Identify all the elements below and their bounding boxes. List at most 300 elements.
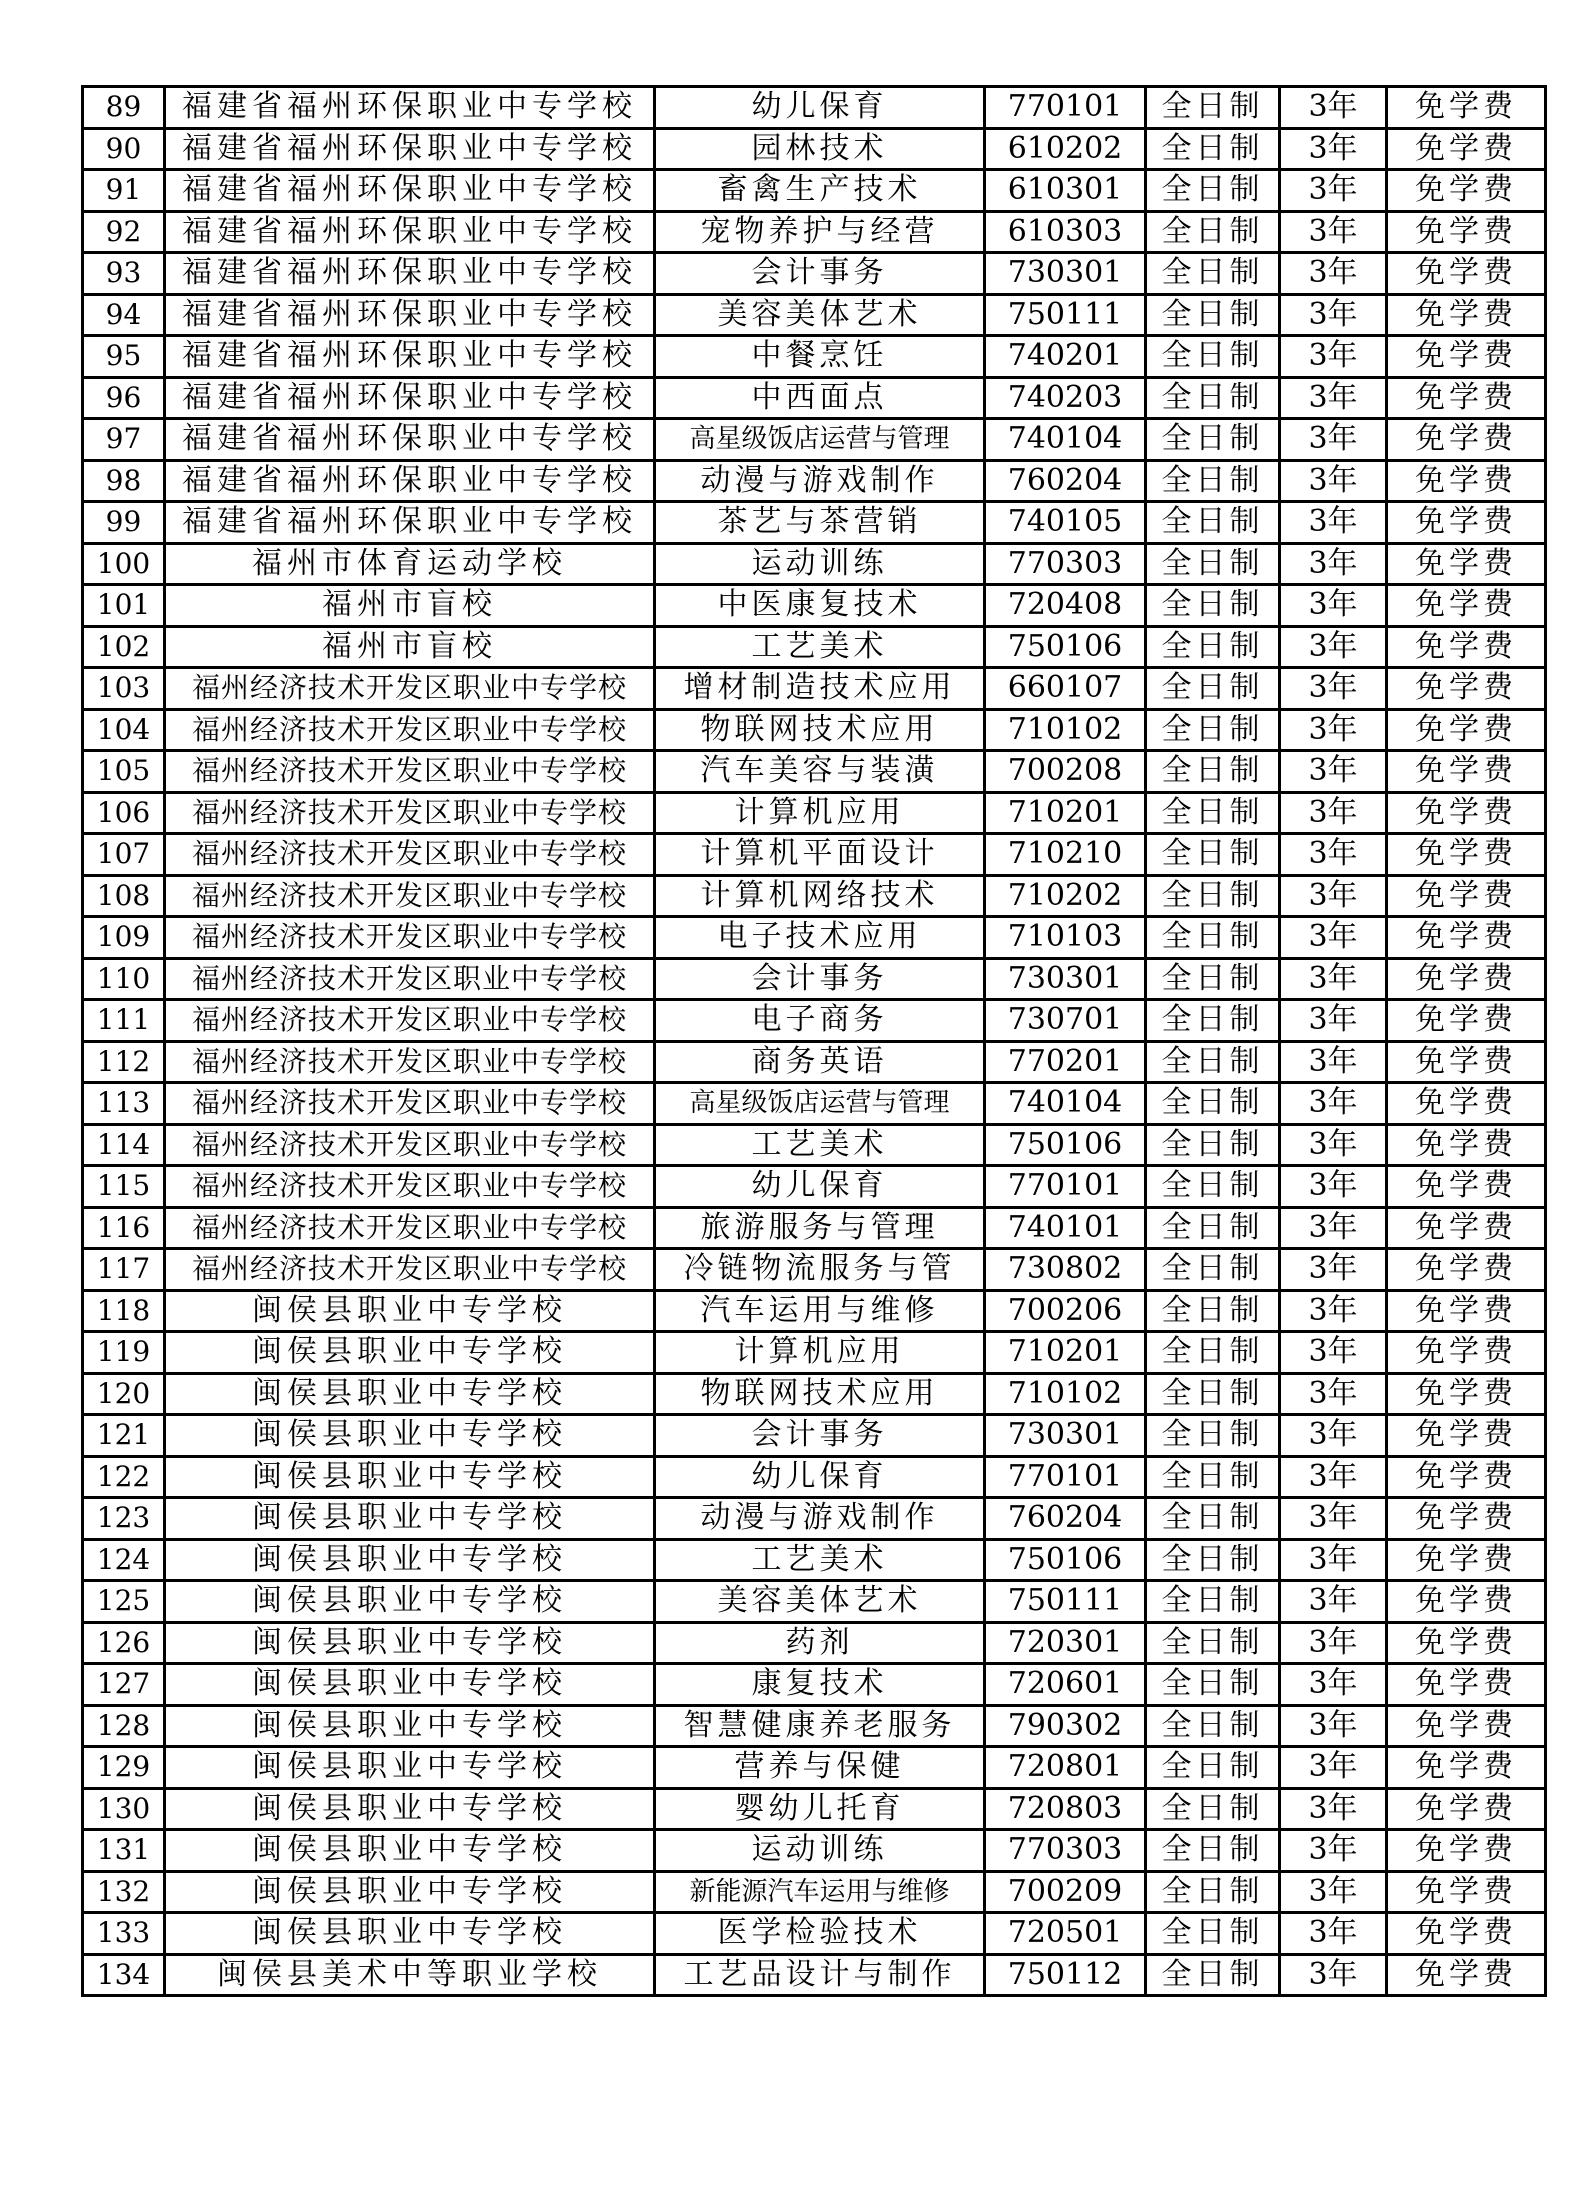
school-name-cell: 闽侯县职业中专学校 (165, 1539, 655, 1581)
school-name-cell: 福州经济技术开发区职业中专学校 (165, 917, 655, 959)
study-mode-cell: 全日制 (1146, 502, 1280, 544)
school-name-cell: 福州经济技术开发区职业中专学校 (165, 1000, 655, 1042)
school-name-cell: 闽侯县职业中专学校 (165, 1705, 655, 1747)
table-row (83, 1041, 1546, 1083)
row-number-cell: 117 (83, 1249, 165, 1291)
major-name-cell: 茶艺与茶营销 (655, 502, 985, 544)
tuition-cell: 免学费 (1387, 419, 1546, 461)
tuition-cell: 免学费 (1387, 377, 1546, 419)
row-number-cell: 96 (83, 377, 165, 419)
school-name-cell: 福州经济技术开发区职业中专学校 (165, 1124, 655, 1166)
school-name-cell: 闽侯县职业中专学校 (165, 1913, 655, 1955)
major-name-cell: 园林技术 (655, 128, 985, 170)
school-name-cell: 福州市盲校 (165, 585, 655, 627)
row-number-cell: 120 (83, 1373, 165, 1415)
study-mode-cell: 全日制 (1146, 1830, 1280, 1872)
tuition-cell: 免学费 (1387, 1000, 1546, 1042)
school-name-cell: 闽侯县职业中专学校 (165, 1747, 655, 1789)
study-mode-cell: 全日制 (1146, 1415, 1280, 1457)
duration-cell: 3年 (1280, 1332, 1387, 1374)
tuition-cell: 免学费 (1387, 1041, 1546, 1083)
tuition-cell: 免学费 (1387, 1830, 1546, 1872)
tuition-cell: 免学费 (1387, 253, 1546, 295)
table-row (83, 1664, 1546, 1706)
table-row (83, 87, 1546, 129)
table-row (83, 1788, 1546, 1830)
table-row (83, 1539, 1546, 1581)
duration-cell: 3年 (1280, 626, 1387, 668)
study-mode-cell: 全日制 (1146, 1041, 1280, 1083)
study-mode-cell: 全日制 (1146, 87, 1280, 129)
school-name-cell: 福州市体育运动学校 (165, 543, 655, 585)
tuition-cell: 免学费 (1387, 336, 1546, 378)
tuition-cell: 免学费 (1387, 1249, 1546, 1291)
study-mode-cell: 全日制 (1146, 1871, 1280, 1913)
row-number-cell: 110 (83, 958, 165, 1000)
major-code-cell: 770303 (985, 1830, 1146, 1872)
major-code-cell: 720803 (985, 1788, 1146, 1830)
duration-cell: 3年 (1280, 1830, 1387, 1872)
row-number-cell: 119 (83, 1332, 165, 1374)
tuition-cell: 免学费 (1387, 128, 1546, 170)
table-row (83, 1871, 1546, 1913)
tuition-cell: 免学费 (1387, 626, 1546, 668)
row-number-cell: 114 (83, 1124, 165, 1166)
major-code-cell: 750111 (985, 1581, 1146, 1623)
major-name-cell: 宠物养护与经营 (655, 211, 985, 253)
major-name-cell: 中医康复技术 (655, 585, 985, 627)
table-row (83, 1415, 1546, 1457)
tuition-cell: 免学费 (1387, 834, 1546, 876)
duration-cell: 3年 (1280, 1083, 1387, 1125)
major-name-cell: 工艺品设计与制作 (655, 1954, 985, 1996)
table-row (83, 460, 1546, 502)
tuition-cell: 免学费 (1387, 709, 1546, 751)
row-number-cell: 131 (83, 1830, 165, 1872)
table-row (83, 1913, 1546, 1955)
tuition-cell: 免学费 (1387, 1871, 1546, 1913)
duration-cell: 3年 (1280, 834, 1387, 876)
major-code-cell: 740104 (985, 1083, 1146, 1125)
duration-cell: 3年 (1280, 1498, 1387, 1540)
major-code-cell: 750106 (985, 1539, 1146, 1581)
study-mode-cell: 全日制 (1146, 585, 1280, 627)
row-number-cell: 90 (83, 128, 165, 170)
school-name-cell: 福州经济技术开发区职业中专学校 (165, 709, 655, 751)
duration-cell: 3年 (1280, 1207, 1387, 1249)
major-code-cell: 720408 (985, 585, 1146, 627)
duration-cell: 3年 (1280, 460, 1387, 502)
school-name-cell: 闽侯县职业中专学校 (165, 1290, 655, 1332)
tuition-cell: 免学费 (1387, 1332, 1546, 1374)
major-code-cell: 740105 (985, 502, 1146, 544)
study-mode-cell: 全日制 (1146, 1788, 1280, 1830)
table-row (83, 585, 1546, 627)
duration-cell: 3年 (1280, 917, 1387, 959)
school-name-cell: 闽侯县职业中专学校 (165, 1581, 655, 1623)
school-name-cell: 闽侯县职业中专学校 (165, 1664, 655, 1706)
major-code-cell: 750106 (985, 626, 1146, 668)
major-name-cell: 冷链物流服务与管 (655, 1249, 985, 1291)
tuition-cell: 免学费 (1387, 585, 1546, 627)
study-mode-cell: 全日制 (1146, 709, 1280, 751)
tuition-cell: 免学费 (1387, 875, 1546, 917)
tuition-cell: 免学费 (1387, 211, 1546, 253)
school-name-cell: 福州经济技术开发区职业中专学校 (165, 792, 655, 834)
table-row (83, 1581, 1546, 1623)
row-number-cell: 100 (83, 543, 165, 585)
duration-cell: 3年 (1280, 1415, 1387, 1457)
row-number-cell: 127 (83, 1664, 165, 1706)
table-row (83, 792, 1546, 834)
tuition-cell: 免学费 (1387, 502, 1546, 544)
duration-cell: 3年 (1280, 1871, 1387, 1913)
duration-cell: 3年 (1280, 1041, 1387, 1083)
major-code-cell: 710103 (985, 917, 1146, 959)
major-code-cell: 710210 (985, 834, 1146, 876)
duration-cell: 3年 (1280, 336, 1387, 378)
school-name-cell: 福州经济技术开发区职业中专学校 (165, 668, 655, 710)
row-number-cell: 116 (83, 1207, 165, 1249)
tuition-cell: 免学费 (1387, 1539, 1546, 1581)
major-code-cell: 710102 (985, 709, 1146, 751)
major-name-cell: 美容美体艺术 (655, 294, 985, 336)
row-number-cell: 102 (83, 626, 165, 668)
row-number-cell: 134 (83, 1954, 165, 1996)
major-name-cell: 物联网技术应用 (655, 709, 985, 751)
table-body (83, 87, 1546, 1996)
row-number-cell: 91 (83, 170, 165, 212)
major-name-cell: 康复技术 (655, 1664, 985, 1706)
major-name-cell: 计算机网络技术 (655, 875, 985, 917)
major-code-cell: 710201 (985, 1332, 1146, 1374)
row-number-cell: 124 (83, 1539, 165, 1581)
tuition-cell: 免学费 (1387, 917, 1546, 959)
major-name-cell: 计算机应用 (655, 792, 985, 834)
table-row (83, 958, 1546, 1000)
study-mode-cell: 全日制 (1146, 1207, 1280, 1249)
major-name-cell: 幼儿保育 (655, 1166, 985, 1208)
row-number-cell: 126 (83, 1622, 165, 1664)
school-name-cell: 闽侯县美术中等职业学校 (165, 1954, 655, 1996)
school-name-cell: 福建省福州环保职业中专学校 (165, 87, 655, 129)
major-name-cell: 运动训练 (655, 1830, 985, 1872)
row-number-cell: 133 (83, 1913, 165, 1955)
major-name-cell: 汽车美容与装潢 (655, 751, 985, 793)
duration-cell: 3年 (1280, 1124, 1387, 1166)
major-name-cell: 汽车运用与维修 (655, 1290, 985, 1332)
major-name-cell: 高星级饭店运营与管理 (655, 1083, 985, 1125)
major-name-cell: 幼儿保育 (655, 87, 985, 129)
table-row (83, 211, 1546, 253)
duration-cell: 3年 (1280, 502, 1387, 544)
study-mode-cell: 全日制 (1146, 377, 1280, 419)
table-row (83, 1207, 1546, 1249)
major-code-cell: 610303 (985, 211, 1146, 253)
study-mode-cell: 全日制 (1146, 1581, 1280, 1623)
row-number-cell: 111 (83, 1000, 165, 1042)
duration-cell: 3年 (1280, 419, 1387, 461)
table-row (83, 1622, 1546, 1664)
table-row (83, 917, 1546, 959)
school-name-cell: 福州经济技术开发区职业中专学校 (165, 834, 655, 876)
row-number-cell: 106 (83, 792, 165, 834)
duration-cell: 3年 (1280, 958, 1387, 1000)
row-number-cell: 128 (83, 1705, 165, 1747)
study-mode-cell: 全日制 (1146, 792, 1280, 834)
table-row (83, 419, 1546, 461)
row-number-cell: 121 (83, 1415, 165, 1457)
table-row (83, 253, 1546, 295)
table-row (83, 875, 1546, 917)
table-row (83, 1332, 1546, 1374)
row-number-cell: 97 (83, 419, 165, 461)
tuition-cell: 免学费 (1387, 1207, 1546, 1249)
duration-cell: 3年 (1280, 170, 1387, 212)
row-number-cell: 122 (83, 1456, 165, 1498)
duration-cell: 3年 (1280, 87, 1387, 129)
school-name-cell: 闽侯县职业中专学校 (165, 1332, 655, 1374)
major-name-cell: 会计事务 (655, 958, 985, 1000)
duration-cell: 3年 (1280, 1581, 1387, 1623)
major-name-cell: 幼儿保育 (655, 1456, 985, 1498)
study-mode-cell: 全日制 (1146, 958, 1280, 1000)
school-name-cell: 福州经济技术开发区职业中专学校 (165, 1166, 655, 1208)
study-mode-cell: 全日制 (1146, 294, 1280, 336)
row-number-cell: 95 (83, 336, 165, 378)
major-code-cell: 710201 (985, 792, 1146, 834)
major-code-cell: 720501 (985, 1913, 1146, 1955)
school-name-cell: 闽侯县职业中专学校 (165, 1498, 655, 1540)
major-name-cell: 医学检验技术 (655, 1913, 985, 1955)
row-number-cell: 118 (83, 1290, 165, 1332)
tuition-cell: 免学费 (1387, 792, 1546, 834)
table-row (83, 1954, 1546, 1996)
table-row (83, 543, 1546, 585)
table-row (83, 502, 1546, 544)
table-row (83, 1290, 1546, 1332)
major-code-cell: 730301 (985, 958, 1146, 1000)
major-name-cell: 计算机平面设计 (655, 834, 985, 876)
major-name-cell: 增材制造技术应用 (655, 668, 985, 710)
major-code-cell: 710102 (985, 1373, 1146, 1415)
study-mode-cell: 全日制 (1146, 419, 1280, 461)
school-name-cell: 福州市盲校 (165, 626, 655, 668)
school-name-cell: 福建省福州环保职业中专学校 (165, 128, 655, 170)
table-row (83, 1705, 1546, 1747)
study-mode-cell: 全日制 (1146, 1373, 1280, 1415)
table-row (83, 1373, 1546, 1415)
study-mode-cell: 全日制 (1146, 336, 1280, 378)
table-row (83, 377, 1546, 419)
study-mode-cell: 全日制 (1146, 1000, 1280, 1042)
duration-cell: 3年 (1280, 751, 1387, 793)
major-name-cell: 美容美体艺术 (655, 1581, 985, 1623)
table-row (83, 834, 1546, 876)
major-code-cell: 760204 (985, 460, 1146, 502)
table-row (83, 668, 1546, 710)
major-code-cell: 700209 (985, 1871, 1146, 1913)
tuition-cell: 免学费 (1387, 668, 1546, 710)
tuition-cell: 免学费 (1387, 294, 1546, 336)
major-code-cell: 730701 (985, 1000, 1146, 1042)
school-name-cell: 福州经济技术开发区职业中专学校 (165, 1249, 655, 1291)
study-mode-cell: 全日制 (1146, 751, 1280, 793)
study-mode-cell: 全日制 (1146, 626, 1280, 668)
school-name-cell: 福建省福州环保职业中专学校 (165, 294, 655, 336)
study-mode-cell: 全日制 (1146, 1747, 1280, 1789)
major-name-cell: 会计事务 (655, 1415, 985, 1457)
major-name-cell: 中西面点 (655, 377, 985, 419)
major-name-cell: 工艺美术 (655, 626, 985, 668)
duration-cell: 3年 (1280, 294, 1387, 336)
study-mode-cell: 全日制 (1146, 1539, 1280, 1581)
major-name-cell: 药剂 (655, 1622, 985, 1664)
major-name-cell: 商务英语 (655, 1041, 985, 1083)
row-number-cell: 115 (83, 1166, 165, 1208)
table-row (83, 1498, 1546, 1540)
school-name-cell: 福建省福州环保职业中专学校 (165, 502, 655, 544)
study-mode-cell: 全日制 (1146, 668, 1280, 710)
school-name-cell: 福建省福州环保职业中专学校 (165, 460, 655, 502)
row-number-cell: 104 (83, 709, 165, 751)
study-mode-cell: 全日制 (1146, 875, 1280, 917)
major-code-cell: 720301 (985, 1622, 1146, 1664)
tuition-cell: 免学费 (1387, 1290, 1546, 1332)
major-code-cell: 750106 (985, 1124, 1146, 1166)
major-code-cell: 770101 (985, 87, 1146, 129)
study-mode-cell: 全日制 (1146, 128, 1280, 170)
major-name-cell: 电子商务 (655, 1000, 985, 1042)
major-name-cell: 旅游服务与管理 (655, 1207, 985, 1249)
school-name-cell: 福建省福州环保职业中专学校 (165, 336, 655, 378)
study-mode-cell: 全日制 (1146, 1290, 1280, 1332)
duration-cell: 3年 (1280, 1788, 1387, 1830)
table-row (83, 128, 1546, 170)
duration-cell: 3年 (1280, 1166, 1387, 1208)
study-mode-cell: 全日制 (1146, 1913, 1280, 1955)
duration-cell: 3年 (1280, 709, 1387, 751)
major-code-cell: 730301 (985, 253, 1146, 295)
row-number-cell: 93 (83, 253, 165, 295)
school-name-cell: 福建省福州环保职业中专学校 (165, 211, 655, 253)
school-name-cell: 闽侯县职业中专学校 (165, 1871, 655, 1913)
table-row (83, 294, 1546, 336)
major-name-cell: 动漫与游戏制作 (655, 1498, 985, 1540)
row-number-cell: 99 (83, 502, 165, 544)
row-number-cell: 109 (83, 917, 165, 959)
school-name-cell: 福州经济技术开发区职业中专学校 (165, 958, 655, 1000)
tuition-cell: 免学费 (1387, 1664, 1546, 1706)
major-name-cell: 物联网技术应用 (655, 1373, 985, 1415)
major-code-cell: 740203 (985, 377, 1146, 419)
major-code-cell: 770101 (985, 1456, 1146, 1498)
major-code-cell: 790302 (985, 1705, 1146, 1747)
duration-cell: 3年 (1280, 1622, 1387, 1664)
row-number-cell: 103 (83, 668, 165, 710)
duration-cell: 3年 (1280, 1747, 1387, 1789)
study-mode-cell: 全日制 (1146, 1249, 1280, 1291)
major-name-cell: 婴幼儿托育 (655, 1788, 985, 1830)
major-code-cell: 770101 (985, 1166, 1146, 1208)
row-number-cell: 130 (83, 1788, 165, 1830)
tuition-cell: 免学费 (1387, 543, 1546, 585)
major-name-cell: 电子技术应用 (655, 917, 985, 959)
table-row (83, 1747, 1546, 1789)
row-number-cell: 123 (83, 1498, 165, 1540)
duration-cell: 3年 (1280, 1539, 1387, 1581)
study-mode-cell: 全日制 (1146, 460, 1280, 502)
major-code-cell: 760204 (985, 1498, 1146, 1540)
study-mode-cell: 全日制 (1146, 917, 1280, 959)
major-code-cell: 770201 (985, 1041, 1146, 1083)
enrollment-table (81, 85, 1547, 1997)
duration-cell: 3年 (1280, 792, 1387, 834)
row-number-cell: 125 (83, 1581, 165, 1623)
study-mode-cell: 全日制 (1146, 1332, 1280, 1374)
row-number-cell: 113 (83, 1083, 165, 1125)
school-name-cell: 闽侯县职业中专学校 (165, 1830, 655, 1872)
duration-cell: 3年 (1280, 253, 1387, 295)
major-name-cell: 新能源汽车运用与维修 (655, 1871, 985, 1913)
tuition-cell: 免学费 (1387, 87, 1546, 129)
row-number-cell: 108 (83, 875, 165, 917)
duration-cell: 3年 (1280, 668, 1387, 710)
school-name-cell: 闽侯县职业中专学校 (165, 1415, 655, 1457)
major-name-cell: 工艺美术 (655, 1124, 985, 1166)
major-name-cell: 智慧健康养老服务 (655, 1705, 985, 1747)
duration-cell: 3年 (1280, 1954, 1387, 1996)
major-name-cell: 动漫与游戏制作 (655, 460, 985, 502)
tuition-cell: 免学费 (1387, 1581, 1546, 1623)
tuition-cell: 免学费 (1387, 1373, 1546, 1415)
major-name-cell: 计算机应用 (655, 1332, 985, 1374)
study-mode-cell: 全日制 (1146, 1705, 1280, 1747)
tuition-cell: 免学费 (1387, 1498, 1546, 1540)
study-mode-cell: 全日制 (1146, 834, 1280, 876)
study-mode-cell: 全日制 (1146, 1498, 1280, 1540)
tuition-cell: 免学费 (1387, 1124, 1546, 1166)
school-name-cell: 福州经济技术开发区职业中专学校 (165, 1083, 655, 1125)
table-row (83, 336, 1546, 378)
major-name-cell: 营养与保健 (655, 1747, 985, 1789)
school-name-cell: 闽侯县职业中专学校 (165, 1373, 655, 1415)
major-name-cell: 工艺美术 (655, 1539, 985, 1581)
major-code-cell: 770303 (985, 543, 1146, 585)
tuition-cell: 免学费 (1387, 1166, 1546, 1208)
table-row (83, 1830, 1546, 1872)
major-name-cell: 高星级饭店运营与管理 (655, 419, 985, 461)
duration-cell: 3年 (1280, 377, 1387, 419)
tuition-cell: 免学费 (1387, 958, 1546, 1000)
major-code-cell: 730802 (985, 1249, 1146, 1291)
duration-cell: 3年 (1280, 1456, 1387, 1498)
tuition-cell: 免学费 (1387, 1747, 1546, 1789)
row-number-cell: 94 (83, 294, 165, 336)
duration-cell: 3年 (1280, 1373, 1387, 1415)
table-row (83, 751, 1546, 793)
major-code-cell: 610301 (985, 170, 1146, 212)
major-code-cell: 740101 (985, 1207, 1146, 1249)
tuition-cell: 免学费 (1387, 460, 1546, 502)
tuition-cell: 免学费 (1387, 1083, 1546, 1125)
school-name-cell: 福州经济技术开发区职业中专学校 (165, 751, 655, 793)
tuition-cell: 免学费 (1387, 1954, 1546, 1996)
study-mode-cell: 全日制 (1146, 1083, 1280, 1125)
major-code-cell: 720801 (985, 1747, 1146, 1789)
row-number-cell: 132 (83, 1871, 165, 1913)
row-number-cell: 92 (83, 211, 165, 253)
